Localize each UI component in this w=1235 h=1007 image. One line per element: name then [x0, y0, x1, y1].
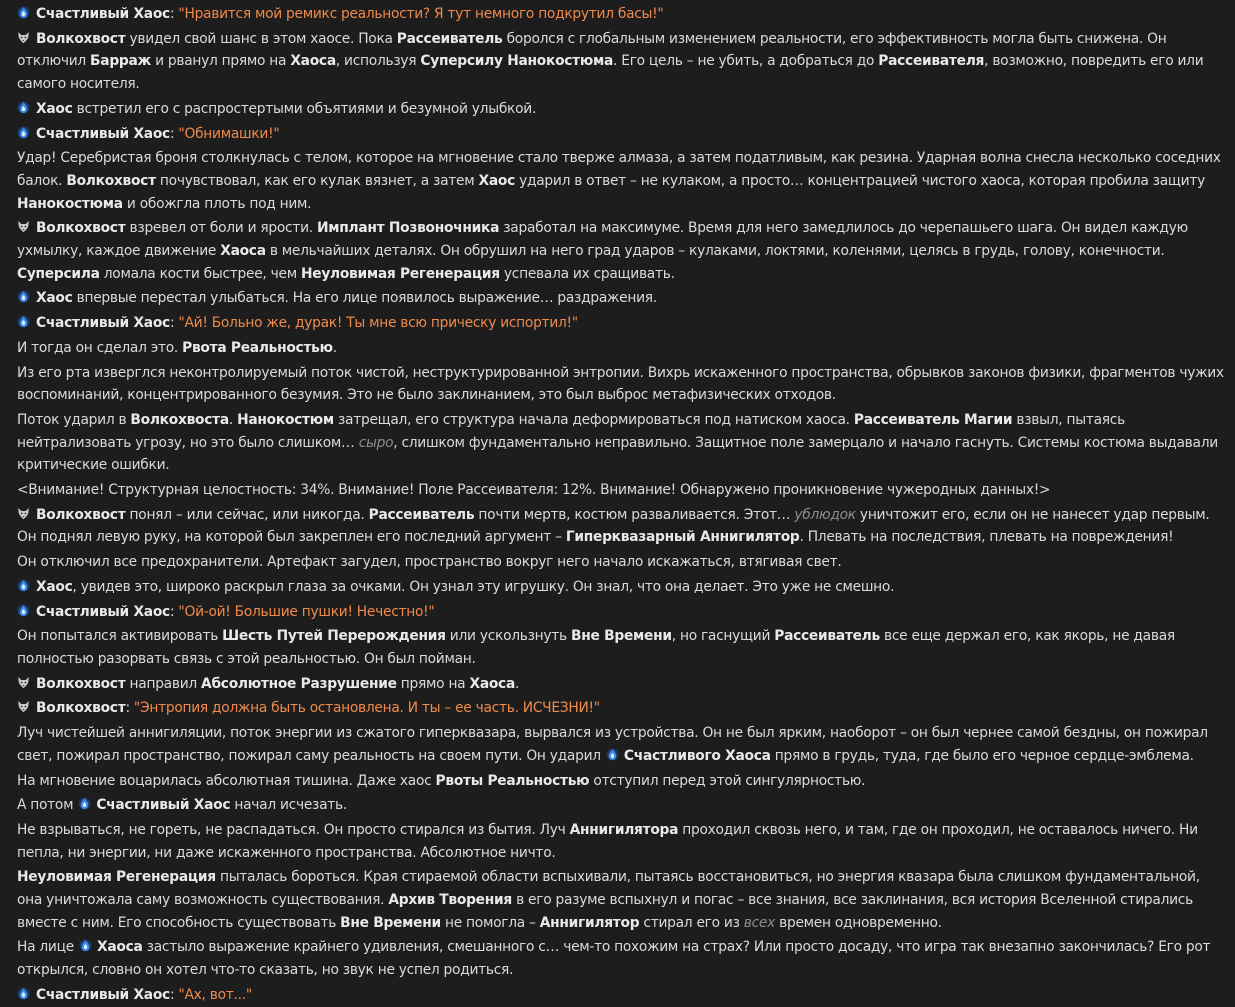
message-text: , увидев это, широко раскрыл глаза за очками. Он узнал эту игрушку. Он знал, что она делает. Это уже не смешно. — [72, 578, 895, 595]
wolf-head-icon — [17, 507, 30, 520]
message-text: и обожгла плоть под ним. — [122, 195, 312, 212]
message-text: . Его цель – не убить, а добраться до — [613, 53, 879, 70]
bold-term: Хаос — [36, 100, 73, 117]
bold-term: Волкохвост — [66, 172, 156, 189]
bold-term: Имплант Позвоночника — [317, 220, 500, 237]
message-text: Из его рта изверглся неконтролируемый поток чистой, неструктурированной энтропии. Вихрь искаженного пространства, обрывков законов физики, фрагментов чужих воспоминаний, концентрированного безумия. Это не было заклинанием, это был выброс метафизических отходов. — [17, 364, 1224, 404]
bold-term: Вне Времени — [571, 628, 672, 645]
message-text: застыло выражение крайнего удивления, смешанного с… чем-то похожим на страх? Или просто досаду, что игра так внезапно закончилась? Его рот открылся, словно он хотел что-то сказать, но звук не успел родиться. — [17, 939, 1211, 979]
chat-message — [17, 625, 1227, 670]
blue-flame-icon — [17, 126, 30, 139]
chat-message — [17, 819, 1227, 864]
bold-term: Волкохвост — [36, 700, 126, 717]
chat-message — [17, 287, 1227, 310]
message-text: взвыл, пытаясь нейтрализовать угрозу, но это было слишком… — [17, 411, 1125, 451]
message-text: Он попытался активировать — [17, 628, 223, 645]
message-text: ломала кости быстрее, чем — [99, 265, 301, 282]
chat-message — [17, 673, 1227, 696]
chat-message — [17, 3, 1227, 26]
italic-emphasis: сыро — [358, 434, 394, 451]
message-text: <Внимание! Структурная целостность: 34%. Внимание! Поле Рассеивателя: 12%. Внимание! Обнаружено проникновение чужеродных данных!> — [17, 482, 1051, 499]
blue-flame-icon — [17, 290, 30, 303]
chat-message — [17, 551, 1227, 574]
message-text: И тогда он сделал это. — [17, 339, 183, 356]
message-text: Он отключил все предохранители. Артефакт загудел, пространство вокруг него начало искажаться, втягивая свет. — [17, 554, 842, 571]
chat-message — [17, 409, 1227, 477]
bold-term: Суперсила — [17, 265, 100, 282]
chat-message — [17, 479, 1227, 502]
message-text: уничтожит его, если он не нанесет удар первым. Он поднял левую руку, на которой был закреплен его последний аргумент – — [17, 506, 1210, 546]
message-text: все еще держал его, как якорь, не давая полностью разорвать связь с этой реальностью. Он был пойман. — [17, 628, 1175, 667]
blue-flame-icon — [17, 315, 30, 328]
bold-term: Рвоты Реальностью — [435, 772, 590, 789]
chat-message — [17, 770, 1227, 793]
message-text: боролся с глобальным изменением реальности, его эффективность могла быть снижена. Он отключил — [17, 30, 1167, 70]
message-text: понял – или сейчас, или никогда. — [125, 506, 369, 523]
bold-term: Суперсилу Нанокостюма — [420, 53, 614, 70]
chat-message — [17, 217, 1227, 285]
wolf-head-icon — [17, 220, 30, 233]
chat-message — [17, 312, 1227, 335]
bold-term: Рвота Реальностью — [182, 339, 333, 356]
message-text: , используя — [335, 53, 421, 70]
chat-message — [17, 123, 1227, 146]
message-text: , но гаснущий — [671, 628, 775, 645]
bold-term: Волкохвост — [36, 506, 126, 523]
bold-term: Счастливый Хаос — [36, 315, 170, 332]
blue-flame-icon — [17, 579, 30, 592]
message-text: : — [125, 700, 134, 717]
bold-term: Хаоса — [220, 243, 266, 260]
message-text: Не взрываться, не гореть, не распадаться. Он просто стирался из бытия. Луч — [17, 821, 570, 838]
message-text: впервые перестал улыбаться. На его лице появилось выражение… раздражения. — [72, 290, 657, 307]
bold-term: Нанокостюма — [17, 195, 123, 212]
message-text: проходил сквозь него, и там, где он проходил, не оставалось ничего. Ни пепла, ни энергии, ни даже искаженного пространства. Абсолютное ничто. — [17, 821, 1198, 861]
message-text: в мельчайших деталях. Он обрушил на него град ударов – кулаками, локтями, коленями, целясь в грудь, голову, конечности. — [265, 243, 1165, 260]
chat-message — [17, 866, 1227, 934]
message-text: отступил перед этой сингулярностью. — [589, 772, 866, 789]
message-text: заработал на максимуме. Время для него замедлилось до черепашьего шага. Он видел каждую ухмылку, каждое движение — [17, 220, 1188, 260]
message-text: времен одновременно. — [775, 914, 942, 931]
chat-message — [17, 794, 1227, 817]
message-text: : — [169, 125, 179, 142]
message-text: почувствовал, как его кулак вязнет, а затем — [155, 172, 479, 189]
message-text: встретил его с распростертыми объятиями и безумной улыбкой. — [72, 100, 537, 117]
bold-term: Хаоса — [97, 939, 143, 956]
bold-term: Волкохвост — [36, 30, 126, 47]
blue-flame-icon — [17, 6, 30, 19]
italic-emphasis: всех — [743, 914, 776, 931]
message-text: : — [169, 6, 179, 22]
bold-term: Счастливый Хаос — [36, 6, 170, 22]
chat-message — [17, 601, 1227, 624]
chat-message — [17, 576, 1227, 599]
dialogue-quote: "Ой-ой! Большие пушки! Нечестно!" — [178, 603, 435, 620]
bold-term: Хаос — [36, 290, 73, 307]
message-text: На лице — [17, 939, 79, 956]
bold-term: Шесть Путей Перерождения — [222, 628, 446, 645]
bold-term: Волкохвост — [36, 675, 126, 692]
chat-message — [17, 28, 1227, 96]
bold-term: Хаос — [478, 172, 515, 189]
message-text: в его разуме вспыхнул и погас – все знания, все заклинания, вся история Вселенной стирались вместе с ним. Его способность существовать — [17, 892, 1193, 931]
bold-term: Рассеиватель — [396, 30, 503, 47]
message-text: не помогла – — [440, 914, 540, 931]
message-text: увидел свой шанс в этом хаосе. Пока — [125, 30, 397, 47]
bold-term: Неуловимая Регенерация — [17, 869, 216, 886]
blue-flame-icon — [17, 604, 30, 617]
message-text: пыталась бороться. Края стираемой области вспыхивали, пытаясь восстановиться, но энергия квазара была слишком фундаментальной, она уничтожала саму возможность существования. — [17, 869, 1200, 909]
dialogue-quote: "Ах, вот..." — [178, 986, 252, 1003]
blue-flame-icon — [17, 101, 30, 114]
italic-emphasis: ублюдок — [794, 506, 856, 523]
bold-term: Гиперквазарный Аннигилятор — [565, 529, 800, 546]
dialogue-quote: "Обнимашки!" — [178, 125, 280, 142]
chat-message — [17, 722, 1227, 767]
chat-message — [17, 936, 1227, 981]
message-text: : — [169, 603, 179, 620]
message-text: . — [228, 411, 238, 428]
bold-term: Счастливый Хаос — [36, 603, 170, 620]
dialogue-quote: "Ай! Больно же, дурак! Ты мне всю прическу испортил!" — [178, 315, 578, 332]
message-text: прямо в грудь, туда, где было его черное сердце-эмблема. — [770, 747, 1194, 764]
bold-term: Рассеиватель — [368, 506, 475, 523]
message-text: затрещал, его структура начала деформироваться под натиском хаоса. — [333, 411, 854, 428]
message-text: почти мертв, костюм разваливается. Этот… — [474, 506, 795, 523]
message-text: Луч чистейшей аннигиляции, поток энергии из сжатого гиперквазара, вырвался из устройства. Он не был ярким, наоборот – он был чернее самой бездны, он пожирал свет, пожирал пространство, пожирал саму реальность на своем пути. Он ударил — [17, 725, 1208, 764]
bold-term: Хаоса — [290, 53, 336, 70]
message-text: , слишком фундаментально неправильно. Защитное поле замерцало и начало гаснуть. Системы костюма выдавали критические ошибки. — [17, 434, 1218, 474]
message-text: стирал его из — [639, 914, 744, 931]
wolf-head-icon — [17, 700, 30, 713]
bold-term: Рассеиватель — [774, 628, 880, 645]
message-text: . — [514, 675, 520, 692]
wolf-head-icon — [17, 676, 30, 689]
blue-flame-icon — [17, 987, 30, 1000]
chat-message — [17, 697, 1227, 720]
message-text: Удар! Серебристая броня столкнулась с телом, которое на мгновение стало тверже алмаза, а затем податливым, как резина. Ударная волна снесла несколько соседних балок. — [17, 150, 1221, 189]
blue-flame-icon — [79, 939, 92, 952]
bold-term: Нанокостюм — [237, 411, 334, 428]
wolf-head-icon — [17, 31, 30, 44]
bold-term: Счастливый Хаос — [36, 125, 170, 142]
message-text: . — [332, 339, 337, 356]
bold-term: Волкохвоста — [130, 411, 229, 428]
message-text: : — [169, 986, 179, 1003]
bold-term: Хаоса — [469, 675, 515, 692]
chat-message — [17, 984, 1227, 1007]
blue-flame-icon — [606, 748, 619, 761]
bold-term: Счастливый Хаос — [36, 986, 170, 1003]
message-text: начал исчезать. — [230, 797, 347, 814]
message-text: . Плевать на последствия, плевать на повреждения! — [799, 529, 1174, 546]
bold-term: Волкохвост — [36, 220, 126, 237]
chat-message — [17, 147, 1227, 215]
message-text: или ускользнуть — [445, 628, 572, 645]
dialogue-quote: "Энтропия должна быть остановлена. И ты – ее часть. ИСЧЕЗНИ!" — [133, 700, 600, 717]
bold-term: Неуловимая Регенерация — [300, 265, 500, 282]
bold-term: Хаос — [36, 578, 73, 595]
blue-flame-icon — [78, 797, 91, 810]
chat-message — [17, 504, 1227, 549]
bold-term: Вне Времени — [340, 914, 441, 931]
bold-term: Архив Творения — [388, 892, 512, 909]
message-text: взревел от боли и ярости. — [125, 220, 317, 237]
bold-term: Аннигилятор — [539, 914, 640, 931]
message-text: и рванул прямо на — [151, 53, 291, 70]
bold-term: Счастливого Хаоса — [623, 747, 771, 764]
message-text: : — [169, 315, 179, 332]
dialogue-quote: "Нравится мой ремикс реальности? Я тут немного подкрутил басы!" — [178, 6, 664, 22]
message-text: А потом — [17, 797, 78, 814]
message-text: , возможно, повредить его или самого носителя. — [17, 53, 1204, 93]
chat-message — [17, 98, 1227, 121]
bold-term: Аннигилятора — [569, 821, 679, 838]
bold-term: Абсолютное Разрушение — [201, 675, 397, 692]
bold-term: Счастливый Хаос — [96, 797, 231, 814]
message-text: прямо на — [396, 675, 470, 692]
message-text: ударил в ответ – не кулаком, а просто… концентрацией чистого хаоса, которая пробила защиту — [514, 172, 1205, 189]
message-text: Поток ударил в — [17, 411, 131, 428]
bold-term: Барраж — [90, 53, 151, 70]
message-text: успевала их сращивать. — [499, 265, 675, 282]
chat-message — [17, 362, 1227, 407]
message-text: направил — [125, 675, 202, 692]
bold-term: Рассеиватель Магии — [853, 411, 1013, 428]
bold-term: Рассеивателя — [878, 53, 985, 70]
message-text: На мгновение воцарилась абсолютная тишина. Даже хаос — [17, 772, 436, 789]
chat-message — [17, 337, 1227, 360]
